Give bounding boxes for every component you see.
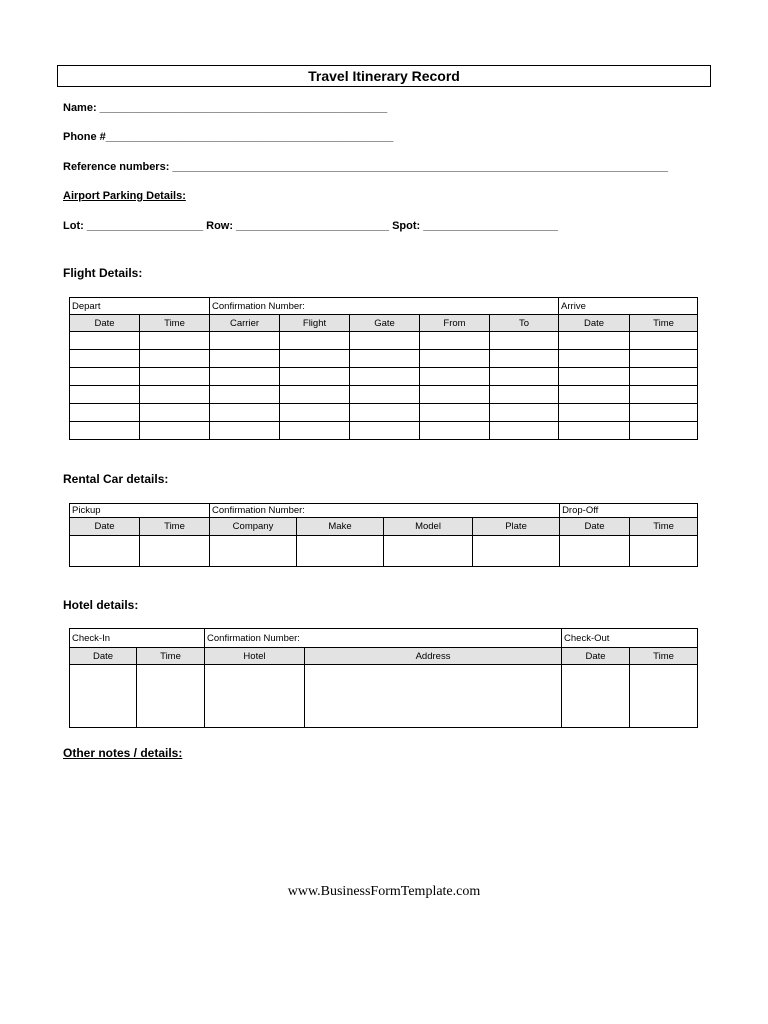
lot-field[interactable]: Lot: ___________________ (63, 220, 204, 232)
table-row[interactable] (70, 665, 698, 728)
flight-confirmation-label: Confirmation Number: (210, 298, 559, 315)
checkin-label: Check-In (70, 629, 205, 648)
flight-col-arrive-date: Date (559, 315, 630, 332)
flight-col-time: Time (140, 315, 210, 332)
flight-col-flight: Flight (280, 315, 350, 332)
arrive-label: Arrive (559, 298, 698, 315)
hotel-col-checkout-date: Date (562, 648, 630, 665)
checkout-label: Check-Out (562, 629, 698, 648)
flight-col-date: Date (70, 315, 140, 332)
hotel-confirmation-label: Confirmation Number: (205, 629, 562, 648)
hotel-col-date: Date (70, 648, 137, 665)
table-row[interactable] (70, 422, 698, 440)
table-row[interactable] (70, 350, 698, 368)
rental-col-dropoff-time: Time (630, 518, 698, 536)
reference-numbers-field[interactable]: Reference numbers: _________________________________________________________________________________ (63, 161, 668, 173)
depart-label: Depart (70, 298, 210, 315)
footer-website: www.BusinessFormTemplate.com (287, 884, 481, 899)
row-field[interactable]: Row: _________________________ (206, 220, 390, 232)
parking-row (63, 220, 558, 232)
rental-col-time: Time (140, 518, 210, 536)
spot-field[interactable]: Spot: ______________________ (392, 220, 558, 232)
rental-car-table (69, 503, 698, 567)
hotel-col-checkout-time: Time (630, 648, 698, 665)
flight-col-arrive-time: Time (630, 315, 698, 332)
name-field[interactable]: Name: _______________________________________________ (63, 102, 388, 114)
flight-col-from: From (420, 315, 490, 332)
airport-parking-heading: Airport Parking Details: (63, 190, 186, 202)
rental-col-model: Model (384, 518, 473, 536)
hotel-col-hotel: Hotel (205, 648, 305, 665)
rental-confirmation-label: Confirmation Number: (210, 504, 560, 518)
hotel-col-address: Address (305, 648, 562, 665)
form-title: Travel Itinerary Record (57, 65, 711, 87)
flight-col-to: To (490, 315, 559, 332)
rental-col-plate: Plate (473, 518, 560, 536)
rental-col-date: Date (70, 518, 140, 536)
hotel-table (69, 628, 698, 728)
hotel-col-time: Time (137, 648, 205, 665)
rental-car-heading: Rental Car details: (63, 472, 169, 486)
flight-col-carrier: Carrier (210, 315, 280, 332)
table-row[interactable] (70, 536, 698, 567)
table-row[interactable] (70, 404, 698, 422)
other-notes-heading: Other notes / details: (63, 746, 183, 760)
phone-field[interactable]: Phone #_______________________________________________ (63, 131, 394, 143)
flight-table (69, 297, 698, 440)
rental-col-dropoff-date: Date (560, 518, 630, 536)
rental-col-company: Company (210, 518, 297, 536)
flight-details-heading: Flight Details: (63, 266, 143, 280)
dropoff-label: Drop-Off (560, 504, 698, 518)
flight-col-gate: Gate (350, 315, 420, 332)
hotel-details-heading: Hotel details: (63, 598, 139, 612)
pickup-label: Pickup (70, 504, 210, 518)
rental-col-make: Make (297, 518, 384, 536)
table-row[interactable] (70, 332, 698, 350)
table-row[interactable] (70, 368, 698, 386)
table-row[interactable] (70, 386, 698, 404)
